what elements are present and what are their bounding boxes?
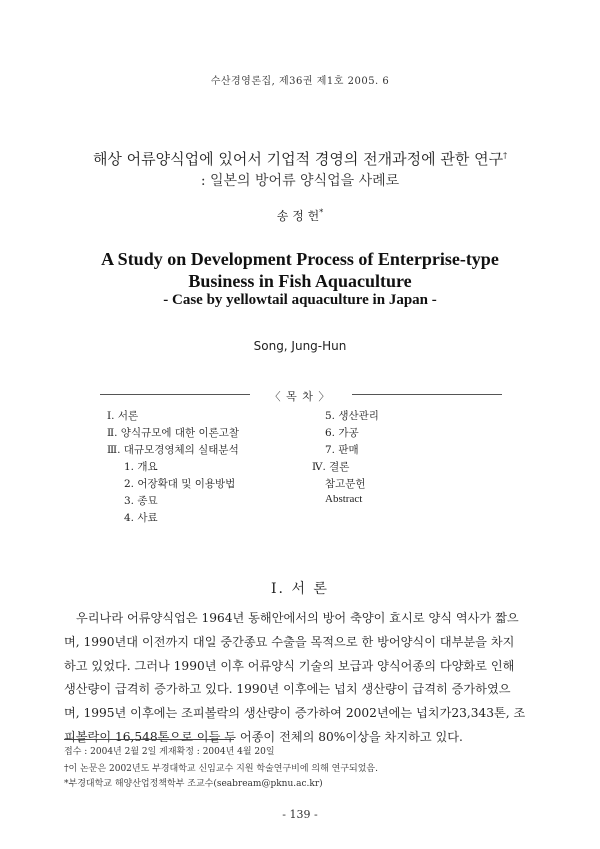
toc-item: 1. 개요 (124, 461, 158, 473)
paragraph-line: 며, 1995년 이후에는 조피볼락의 생산량이 증가하여 2002년에는 넙치가23,343톤, 조 (64, 706, 526, 721)
korean-title-text: 해상 어류양식업에 있어서 기업적 경영의 전개과정에 관한 연구 (92, 150, 504, 168)
english-author: Song, Jung-Hun (253, 339, 347, 353)
toc-item: 4. 사료 (124, 512, 158, 524)
toc-heading: 〈 목 차 〉 (269, 390, 331, 403)
title-footnote-mark: † (503, 151, 508, 160)
toc-item: 2. 어장확대 및 이용방법 (124, 478, 236, 490)
korean-title (0, 148, 600, 169)
paragraph-line: 피볼락이 16,548톤으로 이들 두 어종이 전체의 80%이상을 차지하고 있다. (64, 729, 463, 744)
toc-item: 3. 종묘 (124, 495, 158, 507)
english-title (0, 248, 600, 292)
footnote-funding: †이 논문은 2002년도 부경대학교 신임교수 지원 학술연구비에 의해 연구되었음. (64, 764, 378, 774)
journal-header: 수산경영론집, 제36권 제1호 2005. 6 (210, 76, 390, 87)
paragraph-line: 생산량이 급격히 증가하고 있다. 1990년 이후에는 넙치 생산량이 급격히 증가하였으 (64, 682, 511, 697)
english-title-line1: A Study on Development Process of Enterprise-type (101, 249, 499, 269)
toc-item: 7. 판매 (325, 444, 359, 456)
toc-item: 참고문헌 (325, 478, 366, 490)
footnote-affiliation: *부경대학교 해양산업정책학부 조교수(seabream@pknu.ac.kr) (64, 779, 323, 789)
paragraph-line: 며, 1990년대 이전까지 대일 중간종묘 수출을 목적으로 한 방어양식이 대부분을 차지 (64, 634, 515, 649)
korean-author (0, 207, 600, 224)
toc-item: Ⅱ. 양식규모에 대한 이론고찰 (107, 427, 240, 439)
footnote-divider (64, 739, 234, 740)
author-footnote-mark: * (319, 208, 324, 217)
english-title-line2: Business in Fish Aquaculture (188, 271, 412, 291)
page-number: - 139 - (282, 808, 318, 821)
body-paragraph (64, 607, 534, 750)
toc-item: Ⅲ. 대규모경영체의 실태분석 (107, 444, 239, 456)
toc-item: 5. 생산관리 (325, 410, 379, 422)
toc-item: Abstract (325, 493, 363, 505)
toc-item: Ⅰ. 서론 (107, 410, 139, 422)
paragraph-line: 우리나라 어류양식업은 1964년 동해안에서의 방어 축양이 효시로 양식 역사가 짧으 (76, 611, 519, 625)
toc-item: 6. 가공 (325, 427, 359, 439)
paragraph-line: 하고 있었다. 그러나 1990년 이후 어류양식 기술의 보급과 양식어종의 다양화로 인해 (64, 658, 515, 673)
section-heading: Ⅰ. 서 론 (271, 581, 329, 597)
korean-author-name: 송 정 헌 (276, 209, 320, 223)
toc-item: Ⅳ. 결론 (312, 461, 350, 473)
toc-rule-right (352, 394, 502, 395)
english-subtitle: - Case by yellowtail aquaculture in Japan - (163, 292, 437, 308)
footnote-dates: 접수 : 2004년 2월 2일 게재확정 : 2004년 4월 20일 (64, 747, 275, 757)
korean-subtitle: : 일본의 방어류 양식업을 사례로 (200, 173, 400, 189)
